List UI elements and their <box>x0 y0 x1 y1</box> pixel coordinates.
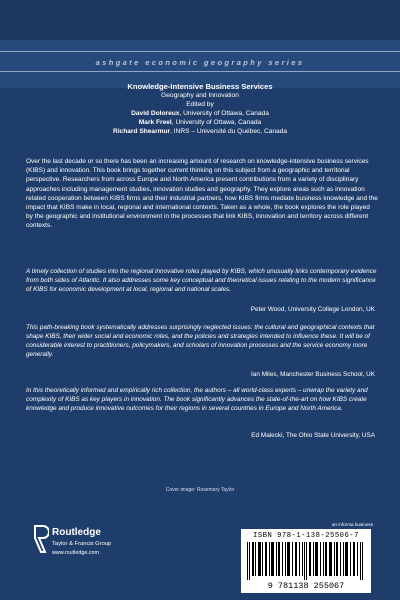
routledge-logo-icon <box>33 524 49 554</box>
book-description: Over the last decade or so there has been an increasing amount of research on knowledge-intensive business services (KIBS) and innovation. This book brings together current thinking on this subject from a geographic and territorial perspective. Researchers from across Europe and North America present contributions from a variety of disciplinary approaches including management studies, innovation studies and geography. They explore areas such as innovation related cooperation between KIBS firms and their industrial partners, how KIBS firms mediate business knowledge and the impact that KIBS make in local, regional and international contexts. Taken as a whole, the book explores the role played by the geographic and institutional environment in the processes that link KIBS, innovation and territory across different contexts. <box>26 158 378 230</box>
series-rule-bottom <box>0 71 400 72</box>
endorsement-quote: A timely collection of studies into the regional innovative roles played by KIBS, which unusually links contemporary evidence from both sides of Atlantic. It also addresses some key conceptual and theoretical issues relating to the modern significance of KIBS for economic development at local, regional and national scales. <box>26 268 377 293</box>
editor-affiliation: , INRS – Université du Québec, Canada <box>170 128 288 135</box>
endorsement-author: Ed Malecki, The Ohio State University, USA <box>251 432 375 439</box>
endorsement-quote: This path-breaking book systematically addresses surprisingly neglected issues: the cultural and geographical contexts that shape KIBS, their wider social and economic roles, and the policies and strategies intended to influence these. It will be of considerable interest to practitioners, policymakers, and scholars of innovation processes and the service economy more generally. <box>26 324 375 358</box>
book-title: Knowledge-Intensive Business Services <box>127 82 273 91</box>
editor-affiliation: , University of Ottawa, Canada <box>171 119 262 126</box>
publisher-group: Taylor & Francis Group <box>52 541 112 547</box>
publisher-name: Routledge <box>52 527 101 538</box>
barcode-icon <box>247 542 365 580</box>
endorsement-author: Peter Wood, University College London, UK <box>250 306 375 313</box>
editor-name: David Doloreux <box>131 110 180 117</box>
book-header <box>0 82 400 136</box>
barcode-number: 9 781138 255067 <box>267 581 345 591</box>
top-stripe <box>0 0 400 40</box>
endorsement-quote: In this theoretically informed and empirically rich collection, the authors – all world-class experts – unwrap the variety and complexity of KIBS as key players in innovation. The book significantly advances the state-of-the-art on how KIBS create knowledge and produce innovative outcomes for their regions in several countries in Europe and North America. <box>26 387 368 412</box>
informa-label: an informa business <box>331 522 373 527</box>
cover-credit: Cover image: Rosemary Taylor <box>165 487 235 493</box>
editor-name: Richard Shearmur <box>112 128 171 135</box>
isbn-label: ISBN 978-1-138-25506-7 <box>253 532 359 540</box>
publisher-url[interactable]: www.routledge.com <box>52 550 100 556</box>
series-rule-top <box>0 51 400 52</box>
edited-by: Edited by <box>186 101 214 108</box>
isbn-barcode-box <box>241 529 371 593</box>
endorsement-author: Ian Miles, Manchester Business School, UK <box>251 371 375 378</box>
editor-affiliation: , University of Ottawa, Canada <box>179 110 269 117</box>
book-subtitle: Geography and Innovation <box>161 92 239 99</box>
editor-line <box>0 109 400 118</box>
editor-name: Mark Freel <box>138 119 172 126</box>
series-title: ashgate economic geography series <box>95 58 305 67</box>
editor-line <box>0 118 400 127</box>
editor-line <box>0 127 400 136</box>
